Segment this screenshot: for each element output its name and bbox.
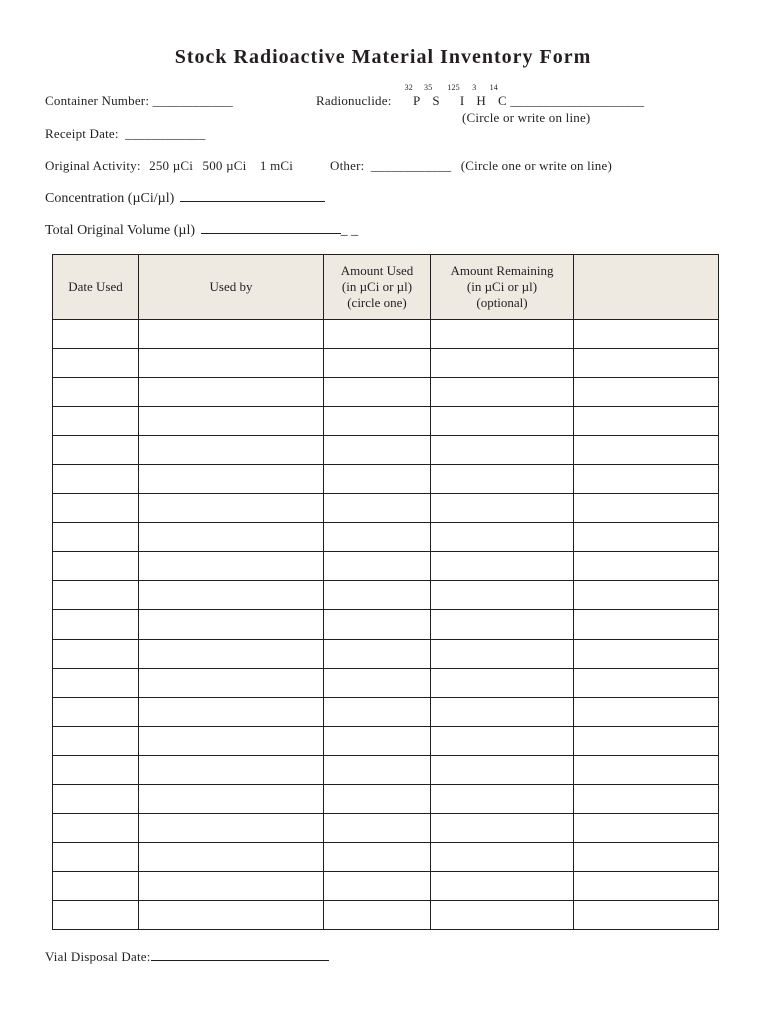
table-cell[interactable]: [574, 842, 719, 871]
table-cell[interactable]: [324, 610, 431, 639]
concentration-field[interactable]: [45, 189, 325, 207]
table-cell[interactable]: [431, 726, 574, 755]
table-cell[interactable]: [431, 407, 574, 436]
container-number-blank: ____________: [152, 93, 233, 108]
table-cell[interactable]: [139, 900, 324, 929]
table-cell[interactable]: [324, 726, 431, 755]
radionuclide-options: [403, 83, 507, 108]
table-cell[interactable]: [53, 523, 139, 552]
table-cell[interactable]: [324, 494, 431, 523]
table-cell[interactable]: [53, 871, 139, 900]
table-body: [53, 320, 719, 930]
table-cell[interactable]: [431, 610, 574, 639]
table-cell[interactable]: [139, 697, 324, 726]
table-cell[interactable]: [324, 523, 431, 552]
table-cell[interactable]: [431, 842, 574, 871]
table-cell[interactable]: [324, 639, 431, 668]
table-cell[interactable]: [53, 610, 139, 639]
table-cell[interactable]: [53, 755, 139, 784]
table-cell[interactable]: [139, 349, 324, 378]
table-cell[interactable]: [139, 320, 324, 349]
table-cell[interactable]: [139, 407, 324, 436]
table-cell[interactable]: [139, 465, 324, 494]
table-cell[interactable]: [574, 755, 719, 784]
table-cell[interactable]: [574, 523, 719, 552]
table-cell[interactable]: [139, 523, 324, 552]
table-header-row: [53, 255, 719, 320]
table-cell[interactable]: [574, 378, 719, 407]
table-cell[interactable]: [324, 436, 431, 465]
radionuclide-option-14c[interactable]: [489, 83, 507, 109]
column-header-line: (in µCi or µl): [341, 279, 413, 294]
mass-number: 125: [447, 83, 460, 92]
activity-other-label: Other:: [330, 158, 365, 173]
table-cell[interactable]: [53, 581, 139, 610]
table-cell[interactable]: [431, 523, 574, 552]
table-row: [53, 436, 719, 465]
table-cell[interactable]: [53, 465, 139, 494]
table-cell[interactable]: [431, 436, 574, 465]
table-cell[interactable]: [324, 668, 431, 697]
element-symbol: S: [432, 93, 440, 108]
table-cell[interactable]: [574, 871, 719, 900]
table-cell[interactable]: [431, 784, 574, 813]
table-cell[interactable]: [324, 320, 431, 349]
table-cell[interactable]: [53, 697, 139, 726]
table-cell[interactable]: [139, 378, 324, 407]
table-cell[interactable]: [139, 552, 324, 581]
element-symbol: P: [412, 93, 421, 108]
table-cell[interactable]: [574, 436, 719, 465]
table-cell[interactable]: [324, 813, 431, 842]
table-cell[interactable]: [431, 697, 574, 726]
column-header-line: (circle one): [347, 295, 407, 310]
table-cell[interactable]: [574, 494, 719, 523]
table-cell[interactable]: [324, 755, 431, 784]
table-cell[interactable]: [53, 842, 139, 871]
form-title: Stock Radioactive Material Inventory Form: [174, 46, 592, 68]
column-header-line: (optional): [476, 295, 528, 310]
table-cell[interactable]: [324, 552, 431, 581]
table-cell[interactable]: [53, 784, 139, 813]
table-cell[interactable]: [139, 581, 324, 610]
radionuclide-option-35s[interactable]: [424, 83, 440, 109]
element-symbol: H: [476, 93, 486, 108]
column-header: [139, 255, 324, 320]
table-cell[interactable]: [574, 900, 719, 929]
table-cell[interactable]: [574, 407, 719, 436]
table-cell[interactable]: [574, 552, 719, 581]
radionuclide-option-125i[interactable]: [447, 83, 465, 109]
total-volume-line: [201, 221, 341, 234]
table-cell[interactable]: [139, 639, 324, 668]
table-cell[interactable]: [324, 349, 431, 378]
table-cell[interactable]: [53, 726, 139, 755]
table-cell[interactable]: [574, 726, 719, 755]
radionuclide-field[interactable]: [316, 83, 645, 109]
table-row: [53, 842, 719, 871]
table-cell[interactable]: [431, 813, 574, 842]
element-symbol: I: [459, 93, 465, 108]
radionuclide-note: (Circle or write on line): [462, 110, 591, 125]
original-activity-field[interactable]: [45, 158, 293, 174]
table-row: [53, 407, 719, 436]
radionuclide-option-32p[interactable]: [404, 83, 421, 109]
activity-option-250uci[interactable]: 250 µCi: [149, 158, 194, 173]
table-row: [53, 871, 719, 900]
table-cell[interactable]: [431, 494, 574, 523]
table-cell[interactable]: [431, 668, 574, 697]
concentration-line: [180, 189, 325, 202]
mass-number: 35: [424, 83, 433, 92]
activity-note: (Circle one or write on line): [460, 158, 613, 173]
table-cell[interactable]: [324, 407, 431, 436]
column-header: [53, 255, 139, 320]
total-volume-tail: _ _: [340, 223, 359, 238]
radionuclide-option-3h[interactable]: [472, 83, 486, 109]
table-cell[interactable]: [574, 320, 719, 349]
mass-number: 3: [472, 83, 477, 92]
table-cell[interactable]: [324, 784, 431, 813]
original-activity-label: Original Activity:: [45, 158, 141, 173]
table-cell[interactable]: [574, 465, 719, 494]
table-cell[interactable]: [574, 639, 719, 668]
table-cell[interactable]: [53, 494, 139, 523]
table-row: [53, 726, 719, 755]
table-cell[interactable]: [53, 349, 139, 378]
usage-log-table: [52, 254, 719, 930]
table-row: [53, 697, 719, 726]
table-cell[interactable]: [574, 349, 719, 378]
table-cell[interactable]: [324, 581, 431, 610]
table-cell[interactable]: [574, 697, 719, 726]
table-cell[interactable]: [139, 784, 324, 813]
table-row: [53, 349, 719, 378]
table-cell[interactable]: [431, 320, 574, 349]
table-cell[interactable]: [324, 378, 431, 407]
table-row: [53, 610, 719, 639]
table-cell[interactable]: [53, 436, 139, 465]
mass-number: 14: [489, 83, 498, 92]
table-cell[interactable]: [574, 668, 719, 697]
table-cell[interactable]: [431, 755, 574, 784]
table-cell[interactable]: [574, 784, 719, 813]
table-row: [53, 784, 719, 813]
column-header: [431, 255, 574, 320]
table-cell[interactable]: [324, 900, 431, 929]
radionuclide-label: Radionuclide:: [316, 93, 392, 108]
table-cell[interactable]: [139, 842, 324, 871]
table-cell[interactable]: [53, 668, 139, 697]
table-cell[interactable]: [139, 726, 324, 755]
total-volume-field[interactable]: [45, 221, 358, 239]
concentration-label: Concentration (µCi/µl): [45, 191, 175, 206]
table-row: [53, 494, 719, 523]
table-row: [53, 320, 719, 349]
column-header-line: (in µCi or µl): [466, 279, 538, 294]
radionuclide-blank: ____________________: [510, 93, 645, 108]
container-number-label: Container Number:: [45, 93, 150, 108]
table-row: [53, 668, 719, 697]
receipt-date-blank: ____________: [125, 126, 206, 141]
table-cell[interactable]: [324, 871, 431, 900]
activity-option-500uci[interactable]: 500 µCi: [202, 158, 247, 173]
table-cell[interactable]: [324, 697, 431, 726]
table-cell[interactable]: [431, 900, 574, 929]
table-row: [53, 552, 719, 581]
table-cell[interactable]: [431, 465, 574, 494]
column-header-line: Amount Used: [340, 263, 414, 278]
table-cell[interactable]: [53, 320, 139, 349]
receipt-date-field[interactable]: [45, 126, 206, 142]
table-cell[interactable]: [431, 871, 574, 900]
table-row: [53, 900, 719, 929]
table-cell[interactable]: [139, 871, 324, 900]
table-row: [53, 813, 719, 842]
activity-other-blank: ____________: [370, 158, 452, 173]
table-row: [53, 378, 719, 407]
table-cell[interactable]: [53, 639, 139, 668]
table-cell[interactable]: [574, 813, 719, 842]
table-row: [53, 523, 719, 552]
activity-other-field[interactable]: [330, 158, 612, 174]
table-cell[interactable]: [431, 581, 574, 610]
table-row: [53, 581, 719, 610]
mass-number: 32: [404, 83, 413, 92]
table-cell[interactable]: [139, 610, 324, 639]
table-cell[interactable]: [53, 813, 139, 842]
table-row: [53, 639, 719, 668]
total-volume-label: Total Original Volume (µl): [45, 223, 196, 238]
column-header: [574, 255, 719, 320]
table-cell[interactable]: [139, 436, 324, 465]
table-cell[interactable]: [53, 900, 139, 929]
vial-disposal-date-label: Vial Disposal Date:: [45, 949, 151, 964]
column-header: [324, 255, 431, 320]
container-number-field[interactable]: [45, 93, 233, 109]
table-cell[interactable]: [53, 378, 139, 407]
vial-disposal-date-line: [151, 948, 329, 961]
element-symbol: C: [497, 93, 507, 108]
column-header-line: Date Used: [68, 279, 123, 294]
table-cell[interactable]: [324, 842, 431, 871]
table-cell[interactable]: [431, 639, 574, 668]
column-header-line: Used by: [209, 279, 253, 294]
table-cell[interactable]: [574, 610, 719, 639]
activity-option-1mci[interactable]: 1 mCi: [259, 158, 294, 173]
table-cell[interactable]: [431, 378, 574, 407]
table-cell[interactable]: [139, 494, 324, 523]
table-cell[interactable]: [139, 668, 324, 697]
vial-disposal-date-field[interactable]: [45, 948, 329, 965]
table-cell[interactable]: [431, 349, 574, 378]
table-cell[interactable]: [139, 813, 324, 842]
table-cell[interactable]: [53, 407, 139, 436]
table-row: [53, 755, 719, 784]
table-cell[interactable]: [574, 581, 719, 610]
receipt-date-label: Receipt Date:: [45, 126, 119, 141]
table-cell[interactable]: [53, 552, 139, 581]
table-cell[interactable]: [431, 552, 574, 581]
table-cell[interactable]: [324, 465, 431, 494]
table-cell[interactable]: [139, 755, 324, 784]
table-row: [53, 465, 719, 494]
column-header-line: Amount Remaining: [450, 263, 554, 278]
